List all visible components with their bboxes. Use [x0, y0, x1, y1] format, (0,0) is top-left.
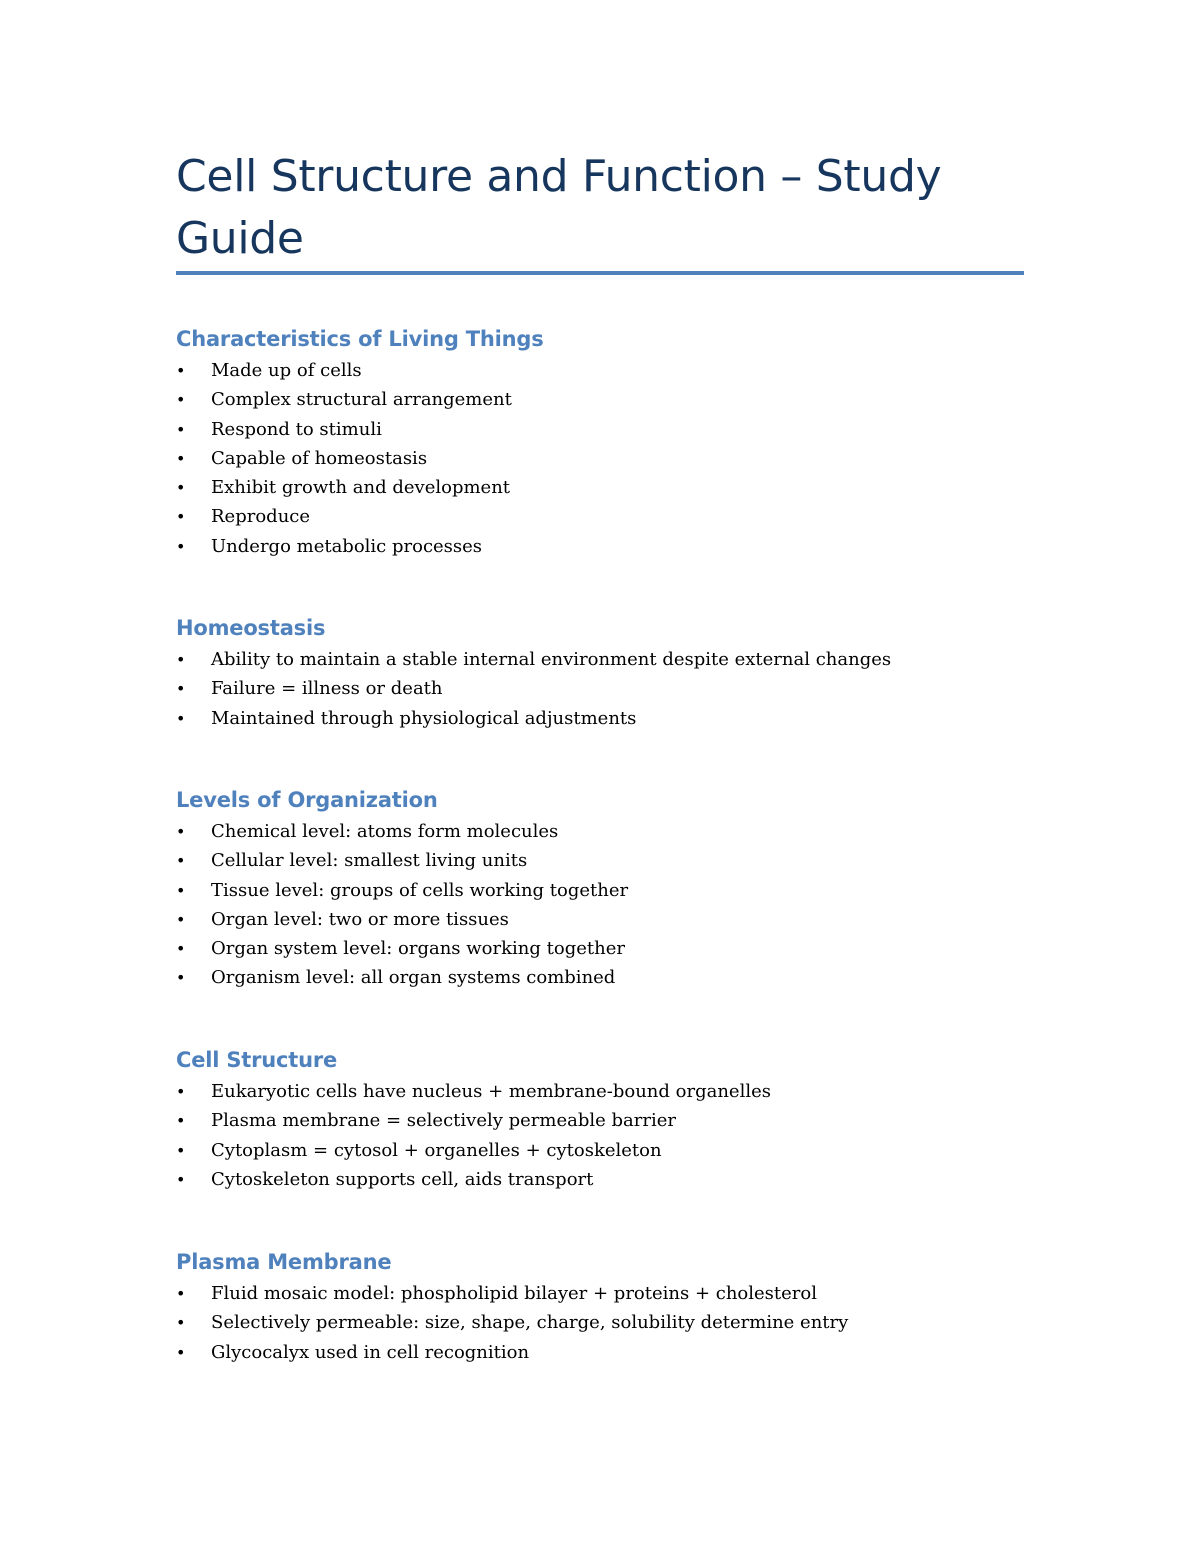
bullet-list: [176, 356, 1024, 561]
bullet-icon: •: [176, 1082, 186, 1101]
section-heading: Plasma Membrane: [176, 1250, 392, 1274]
list-item: • Capable of homeostasis: [176, 444, 1024, 473]
list-item: • Chemical level: atoms form molecules: [176, 817, 1024, 846]
bullet-list: [176, 1279, 1024, 1367]
bullet-icon: •: [176, 1140, 186, 1160]
bullet-icon: •: [176, 390, 186, 410]
list-item: • Fluid mosaic model: phospholipid bilayer + proteins + cholesterol: [176, 1279, 1024, 1308]
bullet-list: [176, 645, 1024, 733]
bullet-icon: •: [176, 1111, 186, 1131]
title-underline-rule: [176, 271, 1024, 275]
list-item: • Selectively permeable: size, shape, charge, solubility determine entry: [176, 1308, 1024, 1337]
bullet-icon: •: [176, 536, 186, 556]
section-heading: Levels of Organization: [176, 788, 438, 812]
list-item: • Organism level: all organ systems combined: [176, 963, 1024, 992]
bullet-icon: •: [176, 361, 186, 380]
list-item: • Cytoplasm = cytosol + organelles + cytoskeleton: [176, 1136, 1024, 1165]
list-item: • Undergo metabolic processes: [176, 532, 1024, 561]
list-item: • Exhibit growth and development: [176, 473, 1024, 502]
list-item: • Plasma membrane = selectively permeable barrier: [176, 1106, 1024, 1135]
list-item: • Ability to maintain a stable internal environment despite external changes: [176, 645, 1024, 674]
list-item: • Complex structural arrangement: [176, 385, 1024, 414]
title-line-2: Guide: [176, 213, 304, 264]
section-heading: Characteristics of Living Things: [176, 327, 544, 351]
list-item: • Tissue level: groups of cells working together: [176, 876, 1024, 905]
list-item: • Cytoskeleton supports cell, aids transport: [176, 1165, 1024, 1194]
bullet-icon: •: [176, 880, 186, 900]
bullet-icon: •: [176, 822, 186, 841]
section-characteristics: [176, 324, 1024, 561]
section-homeostasis: [176, 613, 1024, 733]
bullet-icon: •: [176, 1284, 186, 1303]
bullet-icon: •: [176, 851, 186, 871]
bullet-list: [176, 817, 1024, 993]
section-plasma-membrane: [176, 1247, 1024, 1367]
list-item: • Made up of cells: [176, 356, 1024, 385]
bullet-icon: •: [176, 419, 186, 439]
section-heading: Cell Structure: [176, 1048, 338, 1072]
list-item: • Cellular level: smallest living units: [176, 846, 1024, 875]
list-item: • Organ system level: organs working together: [176, 934, 1024, 963]
bullet-icon: •: [176, 909, 186, 929]
list-item: • Reproduce: [176, 502, 1024, 531]
section-levels-of-organization: [176, 785, 1024, 993]
list-item: • Organ level: two or more tissues: [176, 905, 1024, 934]
bullet-icon: •: [176, 478, 186, 498]
list-item: • Failure = illness or death: [176, 674, 1024, 703]
bullet-icon: •: [176, 1313, 186, 1333]
bullet-icon: •: [176, 1342, 186, 1362]
bullet-icon: •: [176, 679, 186, 699]
bullet-icon: •: [176, 1169, 186, 1189]
list-item: • Respond to stimuli: [176, 415, 1024, 444]
list-item: • Maintained through physiological adjustments: [176, 704, 1024, 733]
title-line-1: Cell Structure and Function – Study: [176, 151, 942, 202]
list-item: • Eukaryotic cells have nucleus + membrane-bound organelles: [176, 1077, 1024, 1106]
document-title: [176, 146, 1024, 270]
bullet-icon: •: [176, 448, 186, 468]
bullet-icon: •: [176, 939, 186, 959]
bullet-icon: •: [176, 650, 186, 669]
section-heading: Homeostasis: [176, 616, 326, 640]
bullet-icon: •: [176, 507, 186, 527]
list-item: • Glycocalyx used in cell recognition: [176, 1338, 1024, 1367]
bullet-icon: •: [176, 968, 186, 988]
section-cell-structure: [176, 1045, 1024, 1194]
bullet-icon: •: [176, 708, 186, 728]
bullet-list: [176, 1077, 1024, 1194]
